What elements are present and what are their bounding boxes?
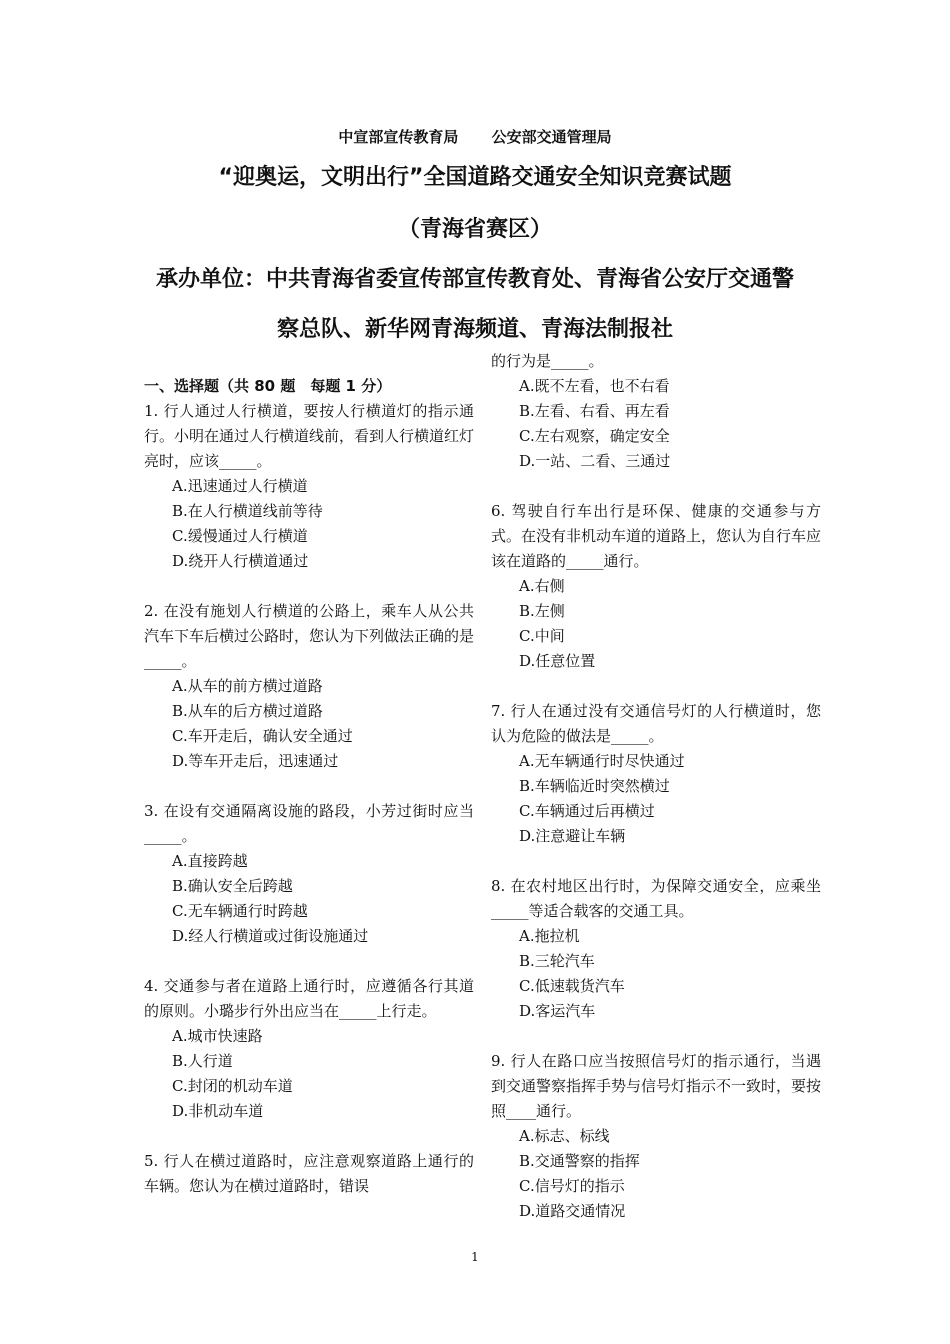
option-b: B.交通警察的指挥 — [519, 1152, 640, 1170]
option-c: C.低速载货汽车 — [519, 977, 625, 995]
region-subtitle: （青海省赛区） — [397, 217, 552, 242]
option-a: A.右侧 — [519, 577, 565, 595]
issuing-organizations — [0, 126, 950, 147]
option-a: A.迅速通过人行横道 — [172, 477, 308, 495]
option-a: A.无车辆通行时尽快通过 — [519, 752, 685, 770]
question-7 — [491, 699, 821, 849]
option-a: A.直接跨越 — [172, 852, 248, 870]
question-text: 8. 在农村地区出行时，为保障交通安全，应乘坐_____等适合载客的交通工具。 — [491, 877, 821, 920]
question-text: 2. 在没有施划人行横道的公路上，乘车人从公共汽车下车后横过公路时，您认为下列做法正确的是_____。 — [144, 602, 475, 670]
option-c: C.左右观察，确定安全 — [519, 427, 670, 445]
host-line-1: 承办单位：中共青海省委宣传部宣传教育处、青海省公安厅交通警 — [155, 267, 794, 292]
left-column — [144, 374, 474, 1199]
option-a: A.从车的前方横过道路 — [172, 677, 323, 695]
option-c: C.缓慢通过人行横道 — [172, 527, 308, 545]
option-d: D.客运汽车 — [519, 1002, 596, 1020]
option-b: B.人行道 — [172, 1052, 233, 1070]
option-c: C.封闭的机动车道 — [172, 1077, 293, 1095]
option-b: B.三轮汽车 — [519, 952, 595, 970]
question-text: 9. 行人在路口应当按照信号灯的指示通行，当遇到交通警察指挥手势与信号灯指示不一致时，要按照____通行。 — [491, 1052, 822, 1120]
document-title: “迎奥运，文明出行”全国道路交通安全知识竞赛试题 — [218, 165, 732, 190]
option-b: B.确认安全后跨越 — [172, 877, 293, 895]
option-c: C.中间 — [519, 627, 565, 645]
question-6 — [491, 499, 821, 674]
question-4 — [144, 974, 474, 1124]
option-d: D.非机动车道 — [172, 1102, 264, 1120]
host-line-2: 察总队、新华网青海频道、青海法制报社 — [276, 317, 673, 342]
option-d: D.任意位置 — [519, 652, 596, 670]
option-d: D.等车开走后，迅速通过 — [172, 752, 339, 770]
option-d: D.注意避让车辆 — [519, 827, 626, 845]
option-a: A.拖拉机 — [519, 927, 580, 945]
question-8 — [491, 874, 821, 1024]
option-d: D.道路交通情况 — [519, 1202, 626, 1220]
question-text: 7. 行人在通过没有交通信号灯的人行横道时，您认为危险的做法是_____。 — [491, 702, 821, 745]
question-text: 1. 行人通过人行横道，要按人行横道灯的指示通行。小明在通过人行横道线前，看到人行横道红灯亮时，应该_____。 — [144, 402, 475, 470]
option-b: B.车辆临近时突然横过 — [519, 777, 670, 795]
question-9 — [491, 1049, 821, 1224]
option-a: A.标志、标线 — [519, 1127, 610, 1145]
org-traffic-bureau: 公安部交通管理局 — [491, 128, 612, 146]
question-2 — [144, 599, 474, 774]
option-b: B.左侧 — [519, 602, 565, 620]
option-b: B.从车的后方横过道路 — [172, 702, 323, 720]
option-c: C.信号灯的指示 — [519, 1177, 625, 1195]
option-d: D.一站、二看、三通过 — [519, 452, 671, 470]
question-5 — [144, 1149, 474, 1199]
question-1 — [144, 399, 474, 574]
org-propaganda-bureau: 中宣部宣传教育局 — [338, 128, 459, 146]
question-3 — [144, 799, 474, 949]
option-b: B.左看、右看、再左看 — [519, 402, 670, 420]
question-5-continued — [491, 349, 821, 474]
option-b: B.在人行横道线前等待 — [172, 502, 323, 520]
option-c: C.无车辆通行时跨越 — [172, 902, 308, 920]
option-a: A.既不左看，也不右看 — [519, 377, 670, 395]
right-column — [491, 349, 821, 1249]
option-a: A.城市快速路 — [172, 1027, 263, 1045]
question-text: 3. 在设有交通隔离设施的路段，小芳过街时应当_____。 — [144, 802, 474, 845]
section-title: 一、选择题（共 80 题 每题 1 分） — [144, 377, 392, 395]
question-text: 4. 交通参与者在道路上通行时，应遵循各行其道的原则。小璐步行外出应当在_____上行走。 — [144, 977, 474, 1020]
option-d: D.绕开人行横道通过 — [172, 552, 309, 570]
question-text: 6. 驾驶自行车出行是环保、健康的交通参与方式。在没有非机动车道的道路上，您认为自行车应该在道路的_____通行。 — [491, 502, 822, 570]
option-d: D.经人行横道或过街设施通过 — [172, 927, 369, 945]
question-text: 5. 行人在横过道路时，应注意观察道路上通行的车辆。您认为在横过道路时，错误 — [144, 1152, 474, 1195]
option-c: C.车辆通过后再横过 — [519, 802, 655, 820]
question-text-continued: 的行为是_____。 — [491, 352, 604, 370]
page-number: 1 — [471, 1250, 479, 1264]
option-c: C.车开走后，确认安全通过 — [172, 727, 353, 745]
